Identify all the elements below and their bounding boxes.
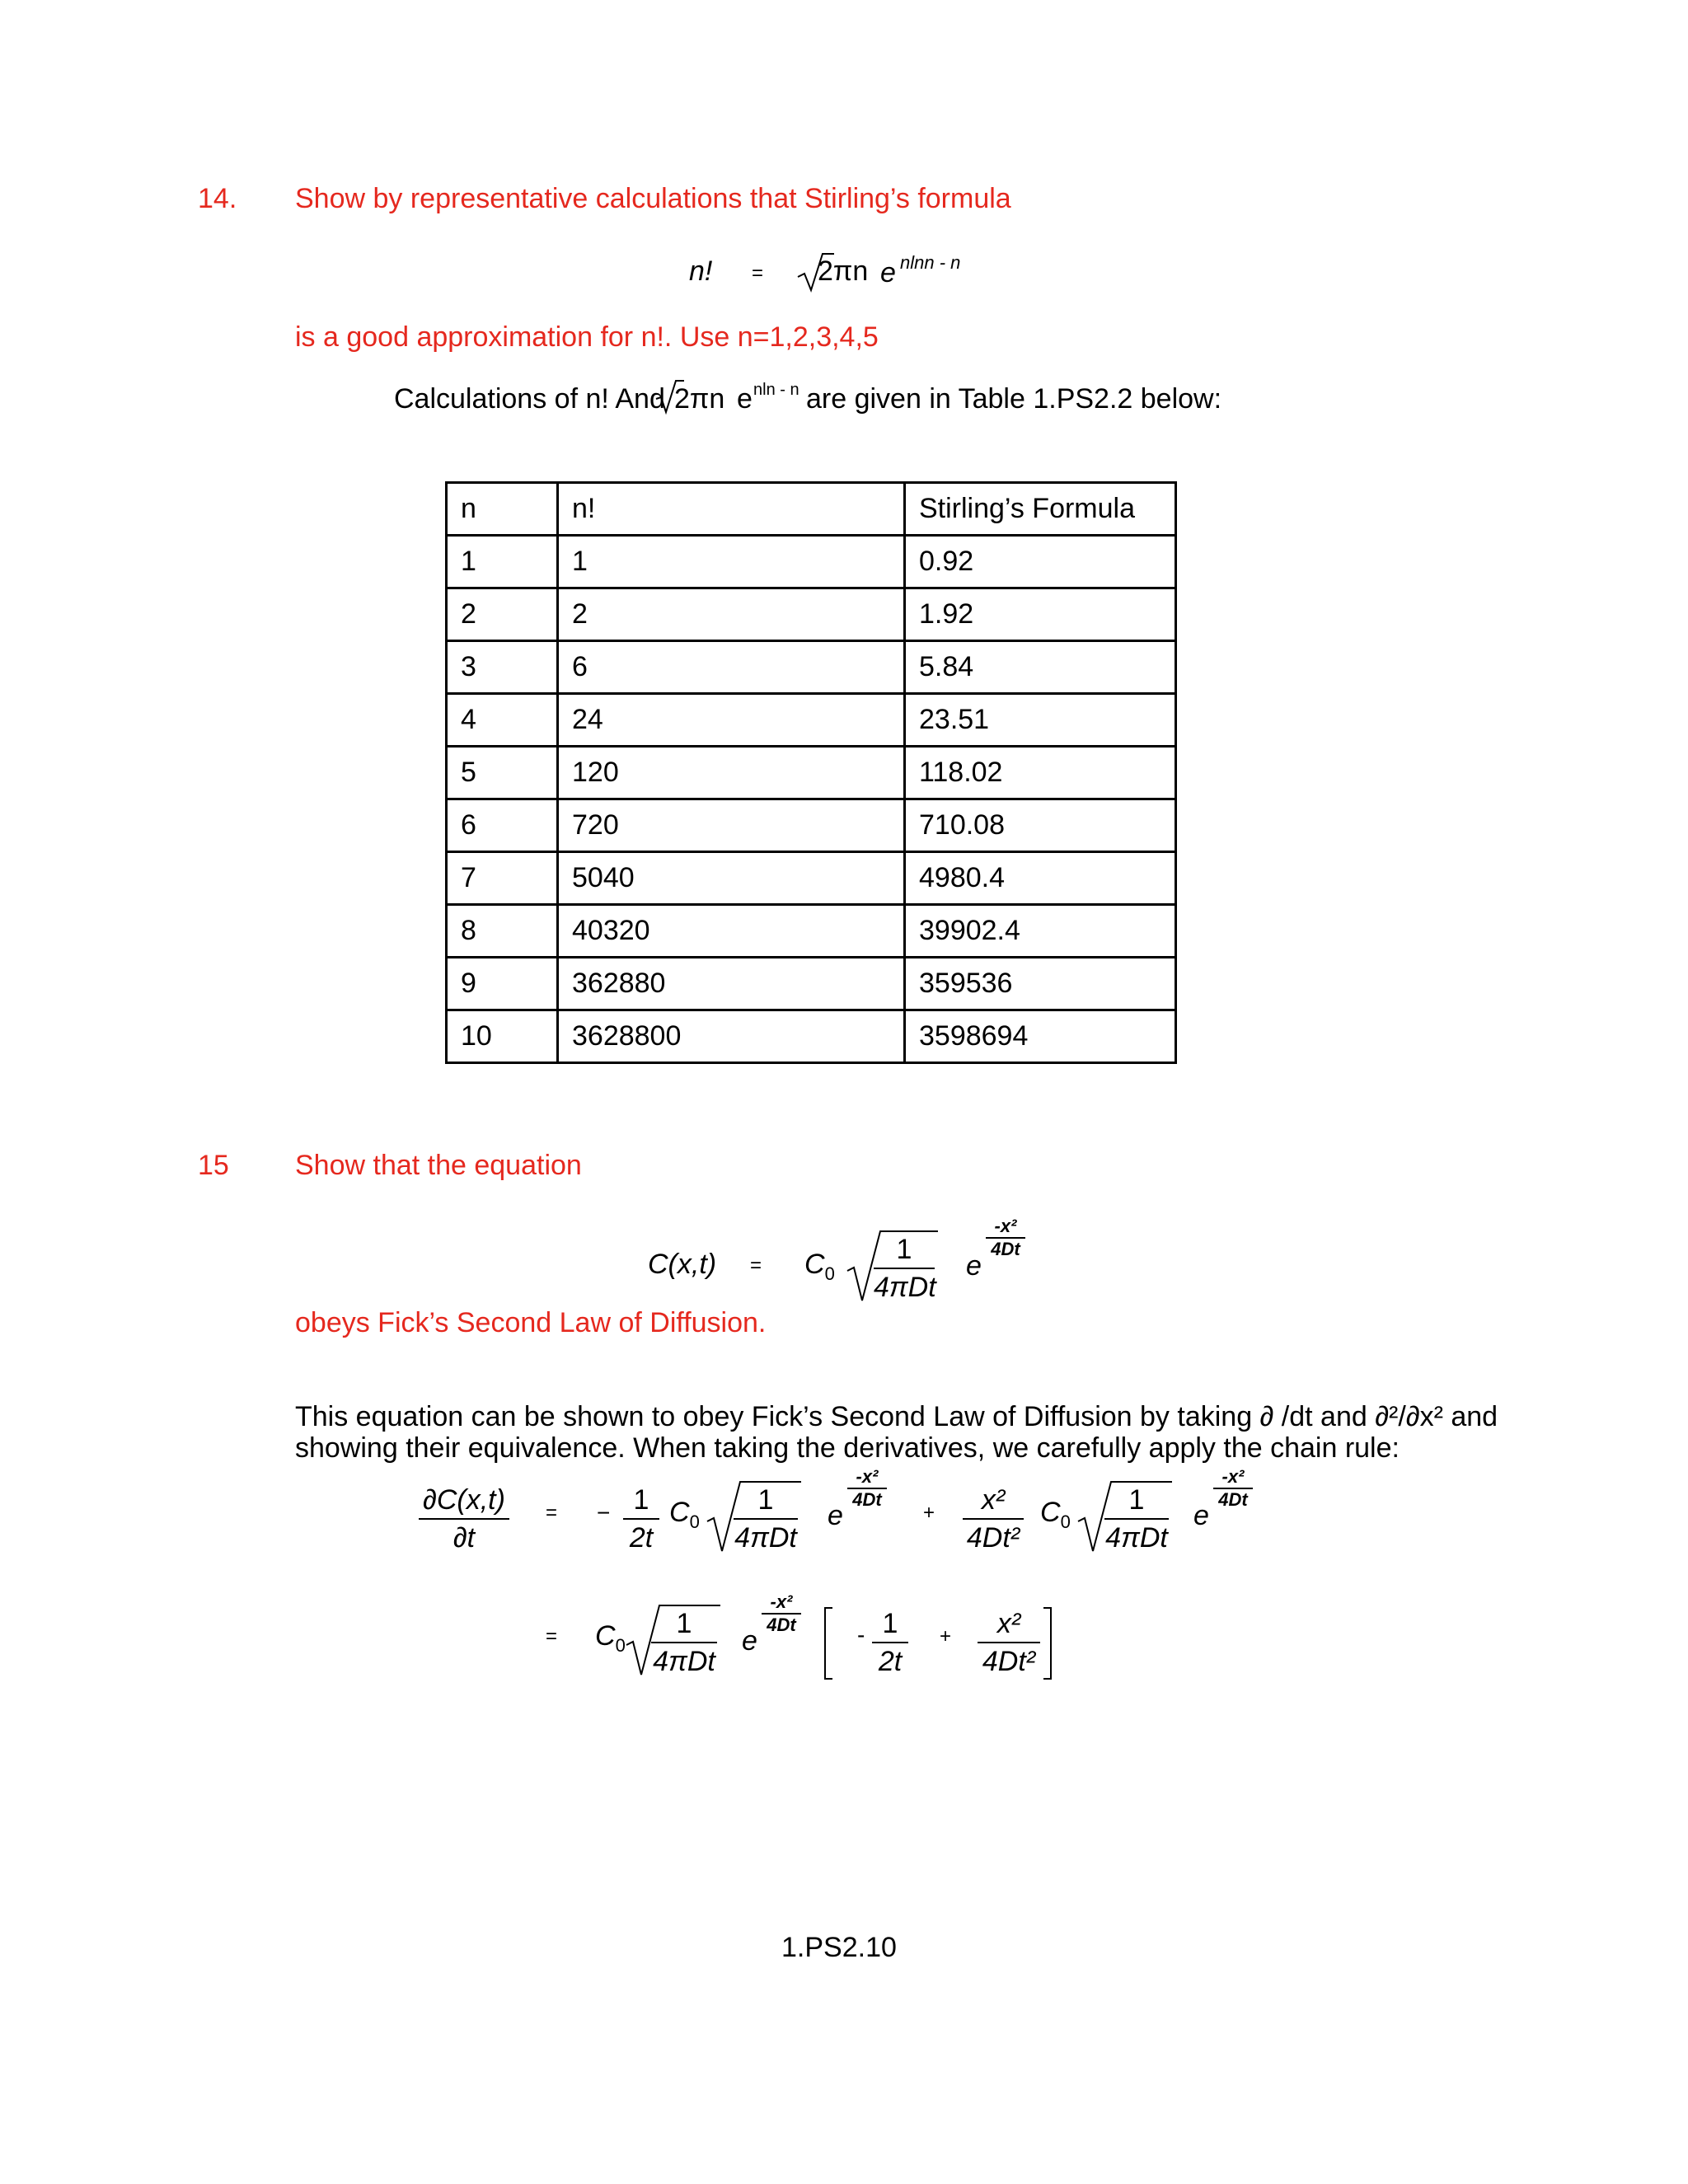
left-bracket: [824, 1607, 832, 1680]
bracket-fraction-1-2t: 1 2t: [872, 1607, 908, 1678]
derivative-fraction-a: 1 4πDt: [734, 1484, 797, 1554]
table-row: [447, 852, 1176, 905]
stirling-table: [445, 481, 1177, 1064]
calc-suffix: are given in Table 1.PS2.2 below:: [806, 383, 1222, 415]
table-cell: 2: [558, 588, 905, 641]
table-cell: 6: [558, 641, 905, 694]
table-row: [447, 799, 1176, 852]
table-header-row: [447, 483, 1176, 536]
simplified-exponent: -x² 4Dt: [762, 1592, 801, 1635]
derivative-plus: +: [923, 1502, 935, 1524]
concentration-exponent: -x² 4Dt: [986, 1216, 1025, 1259]
table-cell: 5040: [558, 852, 905, 905]
bracket-minus: -: [857, 1622, 865, 1647]
table-cell: 1: [558, 536, 905, 588]
simplified-e: e: [742, 1625, 757, 1657]
concentration-e: e: [966, 1250, 982, 1282]
derivative-fraction-x2: x² 4Dt²: [963, 1483, 1024, 1554]
table-header-n: n: [447, 483, 558, 536]
stirling-e: e: [880, 257, 896, 288]
table-cell: 23.51: [905, 694, 1176, 747]
derivative-minus: −: [597, 1500, 611, 1526]
explanation-line-2: showing their equivalence. When taking the derivatives, we carefully apply the chain rule:: [295, 1432, 1400, 1464]
table-cell: 362880: [558, 958, 905, 1010]
concentration-fraction: 1 4πDt: [874, 1234, 936, 1303]
stirling-equals: =: [752, 262, 764, 284]
derivative-exponent-b: -x² 4Dt: [1213, 1467, 1253, 1510]
table-row: [447, 536, 1176, 588]
table-cell: 1: [447, 536, 558, 588]
question-14-number: 14.: [198, 183, 237, 214]
table-cell: 710.08: [905, 799, 1176, 852]
table-cell: 359536: [905, 958, 1176, 1010]
table-cell: 720: [558, 799, 905, 852]
table-cell: 120: [558, 747, 905, 799]
derivative-dc-dt: ∂C(x,t) ∂t: [419, 1483, 509, 1554]
table-row: [447, 641, 1176, 694]
question-14-followup: is a good approximation for n!. Use n=1,2,3,4,5: [295, 321, 879, 353]
table-cell: 9: [447, 958, 558, 1010]
stirling-lhs: n!: [689, 255, 713, 287]
table-row: [447, 694, 1176, 747]
table-cell: 5: [447, 747, 558, 799]
table-header-stirling: Stirling’s Formula: [905, 483, 1176, 536]
derivative-e-b: e: [1193, 1500, 1209, 1531]
derivative-equals: =: [546, 1502, 558, 1524]
table-row: [447, 588, 1176, 641]
table-cell: 2: [447, 588, 558, 641]
simplified-fraction: 1 4πDt: [651, 1607, 717, 1678]
table-cell: 39902.4: [905, 905, 1176, 958]
table-cell: 3598694: [905, 1010, 1176, 1063]
table-cell: 40320: [558, 905, 905, 958]
right-bracket: [1043, 1607, 1052, 1680]
calc-radicand: 2πn: [674, 383, 725, 415]
table-row: [447, 747, 1176, 799]
derivative-fraction-1-2t: 1 2t: [623, 1483, 659, 1554]
bracket-fraction-x2: x² 4Dt²: [978, 1607, 1040, 1678]
table-cell: 10: [447, 1010, 558, 1063]
table-row: [447, 905, 1176, 958]
concentration-lhs: C(x,t): [648, 1249, 717, 1280]
table-cell: 5.84: [905, 641, 1176, 694]
explanation-line-1: This equation can be shown to obey Fick’s Second Law of Diffusion by taking ∂ /dt and ∂²/∂x² and: [295, 1401, 1498, 1432]
table-cell: 1.92: [905, 588, 1176, 641]
simplified-c0: $C_0$: [595, 1620, 626, 1656]
derivative-c0-a: $C_0$: [669, 1497, 700, 1532]
derivative-c0-b: $C_0$: [1040, 1497, 1071, 1532]
table-cell: 8: [447, 905, 558, 958]
question-14-prompt: Show by representative calculations that Stirling’s formula: [295, 183, 1011, 214]
derivative-fraction-b: 1 4πDt: [1105, 1484, 1168, 1554]
concentration-equals: =: [750, 1254, 762, 1277]
question-15-number: 15: [198, 1150, 229, 1181]
page-number: 1.PS2.10: [781, 1932, 897, 1963]
question-15-followup: obeys Fick’s Second Law of Diffusion.: [295, 1307, 767, 1338]
bracket-plus: +: [940, 1625, 952, 1647]
table-cell: 6: [447, 799, 558, 852]
calc-prefix: Calculations of n! And: [394, 383, 665, 415]
table-row: [447, 1010, 1176, 1063]
simplified-equals: =: [546, 1625, 558, 1647]
calc-exponent: nln - n: [753, 381, 799, 399]
table-cell: 3628800: [558, 1010, 905, 1063]
table-header-factorial: n!: [558, 483, 905, 536]
concentration-c0: $C_0$: [804, 1249, 835, 1284]
question-15-prompt: Show that the equation: [295, 1150, 582, 1181]
calc-sentence: [394, 383, 665, 415]
table-row: [447, 958, 1176, 1010]
table-cell: 0.92: [905, 536, 1176, 588]
table-cell: 118.02: [905, 747, 1176, 799]
derivative-exponent-a: -x² 4Dt: [847, 1467, 887, 1510]
table-cell: 4: [447, 694, 558, 747]
table-cell: 7: [447, 852, 558, 905]
table-cell: 4980.4: [905, 852, 1176, 905]
stirling-radicand: 2πn: [818, 255, 869, 287]
table-cell: 24: [558, 694, 905, 747]
calc-e: e: [737, 383, 753, 415]
stirling-exponent: nlnn - n: [900, 252, 961, 273]
derivative-e-a: e: [828, 1500, 843, 1531]
table-cell: 3: [447, 641, 558, 694]
